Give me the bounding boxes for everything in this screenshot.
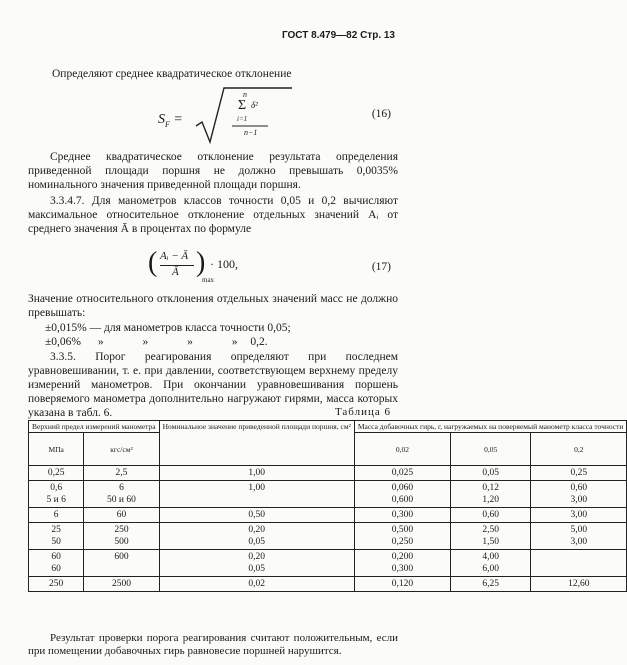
table-cell-c2: 0,12 1,20: [451, 481, 531, 508]
paragraph-3-3-4-7: 3.3.4.7. Для манометров классов точности 0,05 и 0,2 вычисляют максимальное относительное отклонение отдельных значений Aᵢ от среднего значения Ā в процентах по формуле: [28, 195, 398, 235]
formula-17: [148, 246, 298, 290]
paragraph-3-3-5: 3.3.5. Порог реагирования определяют при последнем уравновешивании, т. е. при давлении, соответствующем верхнему пределу измерений манометров. При окончании уравновешивания поршень поверяемого манометра дополнительно нагружают гирями, масса которых указана в табл. 6.: [28, 351, 398, 419]
table-cell-c2: 0,05: [451, 466, 531, 481]
table-cell-c3: 0,60 3,00: [531, 481, 627, 508]
header-class-1: 0,02: [354, 433, 450, 466]
paragraph-result: Результат проверки порога реагирования считают положительным, если при помещении добавочных гирь равновесие поршней нарушится.: [28, 632, 398, 657]
formula-17-multiplier: · 100,: [210, 257, 238, 271]
table-cell-kgf: 60: [84, 508, 159, 523]
table-cell-mpa: 60 60: [29, 550, 84, 577]
table-cell-c3: 3,00: [531, 508, 627, 523]
header-nominal-area: Номинальное значение приведенной площади поршня, см²: [159, 421, 354, 466]
formula-17-denominator: Ā: [172, 266, 179, 278]
table-cell-area: 0,50: [159, 508, 354, 523]
table-cell-c1: 0,200 0,300: [354, 550, 450, 577]
limit-line-1: ±0,015% — для манометров класса точности 0,05;: [45, 322, 291, 334]
paragraph-mass-deviation: Значение относительного отклонения отдельных значений масс не должно превышать:: [28, 293, 398, 319]
table-cell-mpa: 0,6 5 и 6: [29, 481, 84, 508]
table-cell-kgf: 6 50 и 60: [84, 481, 159, 508]
formula-17-number: (17): [371, 261, 391, 273]
table-cell-area: 0,02: [159, 577, 354, 592]
table-row: [29, 523, 627, 550]
intro-text: Определяют среднее квадратическое отклонение: [52, 68, 292, 80]
sum-term: δ²: [251, 100, 258, 110]
table-cell-c3: 0,25: [531, 466, 627, 481]
formula-16-lhs: $S_F$ =: [158, 112, 183, 129]
formula-17-subscript: max: [202, 276, 215, 284]
table-cell-mpa: 250: [29, 577, 84, 592]
page-header: ГОСТ 8.479—82 Стр. 13: [281, 30, 395, 41]
header-mass: Масса добавочных гирь, г, нагружаемых на поверяемый манометр класса точности: [354, 421, 627, 433]
paragraph-deviation-limit: Среднее квадратическое отклонение результата определения приведенной площади поршня не должно превышать 0,0035% номинального значения приведенной площади поршня.: [28, 151, 398, 191]
paren-left: (: [148, 247, 158, 278]
sum-sign: Σ: [238, 98, 247, 113]
header-kgf: кгс/см²: [84, 433, 159, 466]
table-cell-c2: 6,25: [451, 577, 531, 592]
table-cell-kgf: 600: [84, 550, 159, 577]
sum-upper: n: [243, 90, 247, 99]
header-class-2: 0,05: [451, 433, 531, 466]
paren-right: ): [196, 247, 206, 278]
table-cell-area: 0,20 0,05: [159, 550, 354, 577]
table-cell-area: 1,00: [159, 481, 354, 508]
table-row: [29, 466, 627, 481]
table-row: [29, 550, 627, 577]
formula-16: [158, 84, 298, 146]
sum-lower: i=1: [237, 115, 248, 123]
table-cell-c3: 12,60: [531, 577, 627, 592]
table-cell-mpa: 25 50: [29, 523, 84, 550]
table-cell-c2: 2,50 1,50: [451, 523, 531, 550]
table-cell-c1: 0,060 0,600: [354, 481, 450, 508]
table-cell-mpa: 6: [29, 508, 84, 523]
table-cell-area: 1,00: [159, 466, 354, 481]
table-cell-area: 0,20 0,05: [159, 523, 354, 550]
header-class-3: 0,2: [531, 433, 627, 466]
formula-16-number: (16): [371, 108, 391, 120]
table-title: Таблица 6: [334, 406, 391, 418]
table-cell-c1: 0,025: [354, 466, 450, 481]
table-cell-c1: 0,300: [354, 508, 450, 523]
table-row: [29, 508, 627, 523]
table-6: [28, 420, 627, 592]
table-cell-kgf: 2500: [84, 577, 159, 592]
limit-line-2: ±0,06% » » » » 0,2.: [45, 336, 268, 348]
table-cell-c1: 0,120: [354, 577, 450, 592]
table-cell-kgf: 2,5: [84, 466, 159, 481]
table-cell-c1: 0,500 0,250: [354, 523, 450, 550]
formula-16-denominator: n−1: [244, 128, 258, 137]
table-cell-c3: [531, 550, 627, 577]
table-row: [29, 481, 627, 508]
header-upper-limit: Верхний предел измерений манометра: [29, 421, 160, 433]
table-cell-c2: 0,60: [451, 508, 531, 523]
table-row: [29, 577, 627, 592]
table-cell-mpa: 0,25: [29, 466, 84, 481]
table-cell-c3: 5,00 3,00: [531, 523, 627, 550]
formula-17-numerator: Aᵢ − Ā: [160, 250, 189, 262]
table-cell-kgf: 250 500: [84, 523, 159, 550]
table-cell-c2: 4,00 6,00: [451, 550, 531, 577]
header-mpa: МПа: [29, 433, 84, 466]
